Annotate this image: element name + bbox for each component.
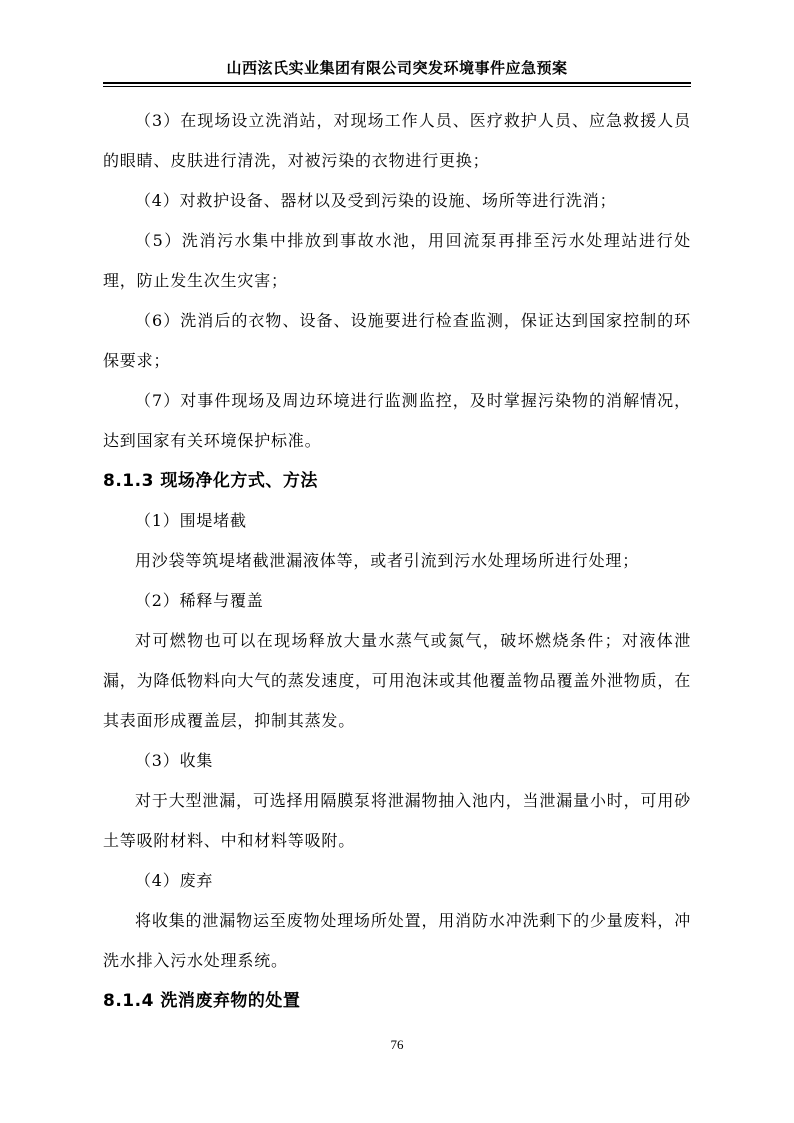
paragraph: （7）对事件现场及周边环境进行监测监控，及时掌握污染物的消解情况，达到国家有关环境保护标准。 <box>103 391 691 450</box>
header-rule-thick <box>103 82 691 84</box>
paragraph: （3）在现场设立洗消站，对现场工作人员、医疗救护人员、应急救援人员的眼睛、皮肤进行清洗，对被污染的衣物进行更换； <box>103 111 691 170</box>
paragraph: （2）稀释与覆盖 <box>135 591 264 610</box>
paragraph: （1）围堤堵截 <box>135 511 247 530</box>
paragraph: 对可燃物也可以在现场释放大量水蒸气或氮气，破坏燃烧条件；对液体泄漏，为降低物料向大气的蒸发速度，可用泡沫或其他覆盖物品覆盖外泄物质，在其表面形成覆盖层，抑制其蒸发。 <box>103 631 692 730</box>
paragraph: （4）对救护设备、器材以及受到污染的设施、场所等进行洗消； <box>135 191 617 210</box>
paragraph: （6）洗消后的衣物、设备、设施要进行检查监测，保证达到国家控制的环保要求； <box>103 311 691 370</box>
section-heading: 8.1.4 洗消废弃物的处置 <box>103 991 301 1011</box>
section-heading: 8.1.3 现场净化方式、方法 <box>103 471 318 491</box>
paragraph: （4）废弃 <box>135 871 214 890</box>
header-rule-thin <box>103 86 691 87</box>
paragraph: 对于大型泄漏，可选择用隔膜泵将泄漏物抽入池内，当泄漏量小时，可用砂土等吸附材料、中和材料等吸附。 <box>103 791 691 850</box>
paragraph: 将收集的泄漏物运至废物处理场所处置，用消防水冲洗剩下的少量废料，冲洗水排入污水处理系统。 <box>103 911 691 970</box>
header-title: 山西泫氏实业集团有限公司突发环境事件应急预案 <box>226 59 568 77</box>
paragraph: 用沙袋等筑堤堵截泄漏液体等，或者引流到污水处理场所进行处理； <box>135 551 640 570</box>
paragraph: （3）收集 <box>135 751 214 770</box>
page-number: 76 <box>390 1037 404 1052</box>
paragraph: （5）洗消污水集中排放到事故水池，用回流泵再排至污水处理站进行处理，防止发生次生灾害； <box>103 231 691 290</box>
body-text <box>103 101 691 1021</box>
